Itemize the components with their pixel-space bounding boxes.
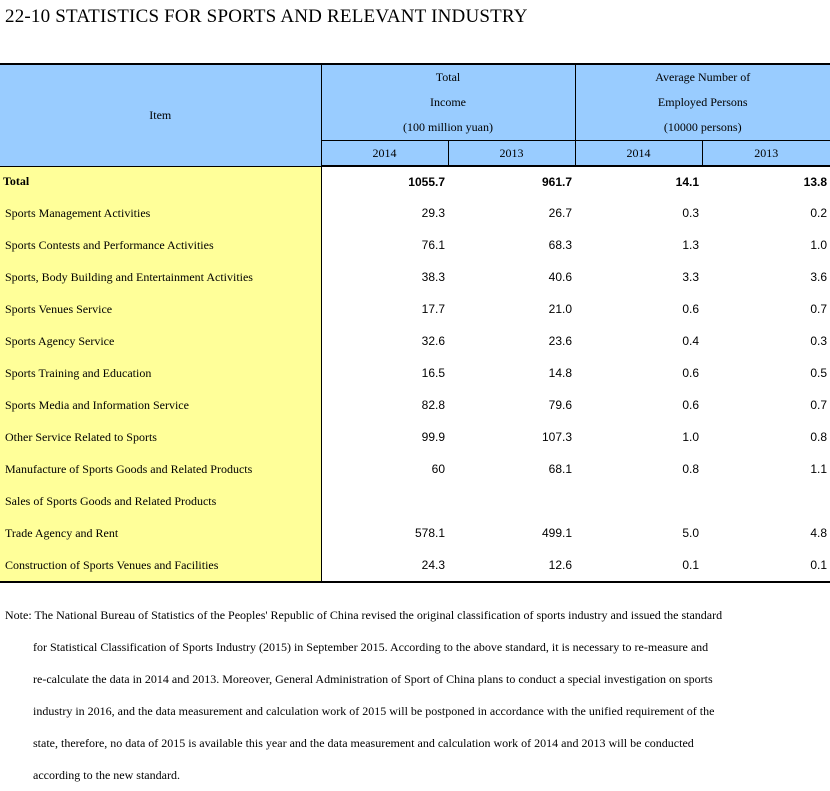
page-title: 22-10 STATISTICS FOR SPORTS AND RELEVANT INDUSTRY [5,6,528,27]
row-label: Other Service Related to Sports [0,421,321,453]
value-cell: 3.6 [810,270,828,284]
note-line: industry in 2016, and the data measurement and calculation work of 2015 will be postponed in accordance with the unified requirement of the [33,704,715,718]
value-cell [575,485,702,517]
value-cell: 0.2 [810,206,828,220]
value-cell: 38.3 [421,270,445,284]
value-cell: 82.8 [421,398,445,412]
table-row [0,293,830,325]
value-cell: 29.3 [421,206,445,220]
table-row [0,549,830,582]
row-label: Sports Agency Service [0,325,321,357]
statistics-table [0,63,830,583]
row-label: Trade Agency and Rent [0,517,321,549]
value-cell: 76.1 [421,238,445,252]
value-cell [321,485,448,517]
note-line: state, therefore, no data of 2015 is available this year and the data measurement and calculation work of 2014 and 2013 will be conducted [33,736,694,750]
year-header-income-2014: 2014 [321,141,448,167]
employed-column-group-header [575,64,830,141]
footnote [5,599,823,791]
value-cell: 40.6 [548,270,572,284]
table-row [0,325,830,357]
income-header-unit: (100 million yuan) [403,120,493,134]
value-cell: 14.8 [548,366,572,380]
row-label: Sports Contests and Performance Activities [0,229,321,261]
row-label: Sports Management Activities [0,197,321,229]
row-label: Sports Media and Information Service [0,389,321,421]
value-cell: 17.7 [421,302,445,316]
value-cell: 499.1 [541,526,572,540]
row-label: Sports, Body Building and Entertainment Activities [0,261,321,293]
income-header-line: Total [435,70,461,84]
table-row [0,357,830,389]
row-label: Construction of Sports Venues and Facilities [0,549,321,582]
note-line: for Statistical Classification of Sports Industry (2015) in September 2015. According to the above standard, it is necessary to re-measure and [33,640,709,654]
table-row [0,453,830,485]
value-cell [702,485,830,517]
table-body [0,166,830,582]
employed-header-line: Employed Persons [657,95,748,109]
row-label: Sports Venues Service [0,293,321,325]
note-line: Note: The National Bureau of Statistics of the Peoples' Republic of China revised the original classification of sports industry and issued the standard [5,608,723,622]
value-cell: 0.6 [682,398,699,412]
value-cell: 68.1 [548,462,572,476]
value-cell: 5.0 [682,526,699,540]
value-cell: 578.1 [414,526,445,540]
value-cell: 0.7 [810,398,828,412]
value-cell: 3.3 [682,270,699,284]
value-cell: 60 [431,462,445,476]
value-cell: 0.6 [682,366,699,380]
value-cell: 1.0 [682,430,699,444]
table-row [0,517,830,549]
value-cell: 21.0 [548,302,572,316]
value-cell: 0.1 [575,549,702,582]
value-cell: 0.3 [682,206,699,220]
table-row [0,421,830,453]
value-cell: 0.8 [682,462,699,476]
value-cell: 1.0 [810,238,828,252]
value-cell: 1055.7 [408,175,445,189]
value-cell: 26.7 [548,206,572,220]
row-label: Sports Training and Education [0,357,321,389]
value-cell: 961.7 [541,175,572,189]
year-header-employed-2013: 2013 [702,141,830,167]
row-label: Total [0,166,321,197]
value-cell [448,485,575,517]
table-row [0,229,830,261]
row-label: Manufacture of Sports Goods and Related Products [0,453,321,485]
year-header-employed-2014: 2014 [575,141,702,167]
table-row [0,485,830,517]
table-row [0,261,830,293]
value-cell: 32.6 [421,334,445,348]
income-column-group-header [321,64,575,141]
employed-header-line: Average Number of [655,70,751,84]
row-label: Sales of Sports Goods and Related Products [0,485,321,517]
value-cell: 99.9 [421,430,445,444]
value-cell: 12.6 [448,549,575,582]
value-cell: 24.3 [321,549,448,582]
value-cell: 0.5 [810,366,828,380]
employed-header-unit: (10000 persons) [663,120,742,134]
value-cell: 1.3 [682,238,699,252]
total-row [0,166,830,197]
value-cell: 0.4 [682,334,699,348]
value-cell: 0.7 [810,302,828,316]
value-cell: 68.3 [548,238,572,252]
table-row [0,197,830,229]
value-cell: 0.3 [810,334,828,348]
value-cell: 4.8 [810,526,828,540]
value-cell: 16.5 [421,366,445,380]
value-cell: 23.6 [548,334,572,348]
value-cell: 0.1 [702,549,830,582]
note-line: according to the new standard. [33,768,180,782]
value-cell: 0.8 [810,430,828,444]
item-column-header: Item [0,64,321,166]
value-cell: 107.3 [541,430,572,444]
value-cell: 79.6 [548,398,572,412]
value-cell: 13.8 [803,175,828,189]
note-line: re-calculate the data in 2014 and 2013. Moreover, General Administration of Sport of China plans to conduct a special investigation on sports [33,672,713,686]
income-header-line: Income [430,95,466,109]
value-cell: 14.1 [675,175,699,189]
table-row [0,389,830,421]
year-header-income-2013: 2013 [448,141,575,167]
value-cell: 1.1 [810,462,828,476]
value-cell: 0.6 [682,302,699,316]
